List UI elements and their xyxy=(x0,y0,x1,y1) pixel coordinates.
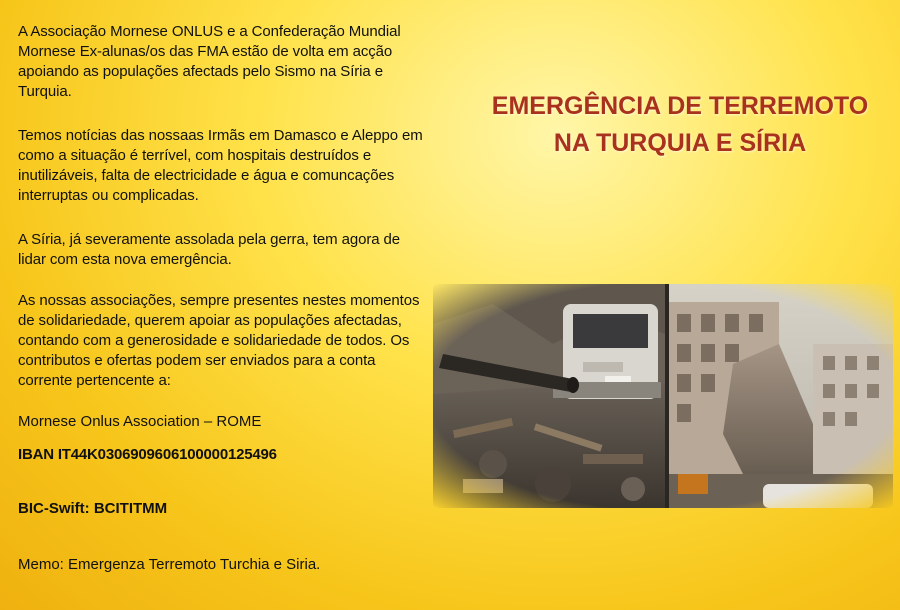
page-title xyxy=(470,88,890,162)
intro-paragraph: A Associação Mornese ONLUS e a Confederação Mundial Mornese Ex-alunas/os das FMA estão de volta em acção apoiando as populações afectads pelo Sismo na Síria e Turquia. xyxy=(18,23,401,100)
news-paragraph: Temos notícias das nossaas Irmãs em Damasco e Aleppo em como a situação é terrível, com hospitais destruídos e inutilizáveis, falta de electricidade e água e comuncações interruptas ou complicadas. xyxy=(18,127,423,204)
appeal-paragraph: As nossas associações, sempre presentes nestes momentos de solidariedade, querem apoiar as populações afectadas, contando com a generosidade e solidariedade de todos. Os contributos e ofertas podem ser enviados para a conta corrente pertencente a: xyxy=(18,292,420,389)
iban-line: IBAN IT44K0306909606100000125496 xyxy=(18,446,277,463)
syria-paragraph: A Síria, já severamente assolada pela gerra, tem agora de lidar com esta nova emergência. xyxy=(18,231,401,268)
memo-line: Memo: Emergenza Terremoto Turchia e Siria. xyxy=(18,556,321,573)
earthquake-photo xyxy=(433,284,893,508)
account-holder: Mornese Onlus Association – ROME xyxy=(18,413,262,430)
title-line-2: NA TURQUIA E SÍRIA xyxy=(553,129,807,157)
bic-swift-line: BIC-Swift: BCITITMM xyxy=(18,500,168,517)
title-line-1: EMERGÊNCIA DE TERREMOTO xyxy=(491,92,869,120)
